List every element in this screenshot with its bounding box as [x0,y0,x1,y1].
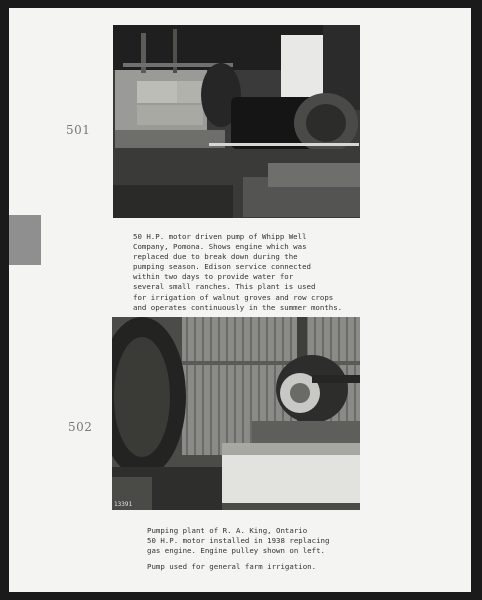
caption-photo-2-note: Pump used for general farm irrigation. [147,562,317,571]
photo-whipp-well-pump [113,25,360,218]
caption-photo-1: 50 H.P. motor driven pump of Whipp Well Company, Pomona. Shows engine which was replaced due to break down during the pumping season. Edison service connected within two days to provide water for several small ranches. This plant is used for irrigation of walnut groves and row crops and operates continuously in the summer months. [133,232,343,312]
photo-whipp-well-pump-image [113,25,360,218]
edge-tab-mark [9,215,41,265]
page-number-502: 502 [68,420,93,434]
caption-photo-2: Pumping plant of R. A. King, Ontario 50 H.P. motor installed in 1938 replacing gas engine. Engine pulley shown on left. [147,526,330,556]
photo-stamp-number: 13391 [114,501,133,508]
page-number-501: 501 [66,123,91,137]
photo-king-pumping-plant-image [112,317,360,510]
photo-king-pumping-plant [112,317,360,510]
